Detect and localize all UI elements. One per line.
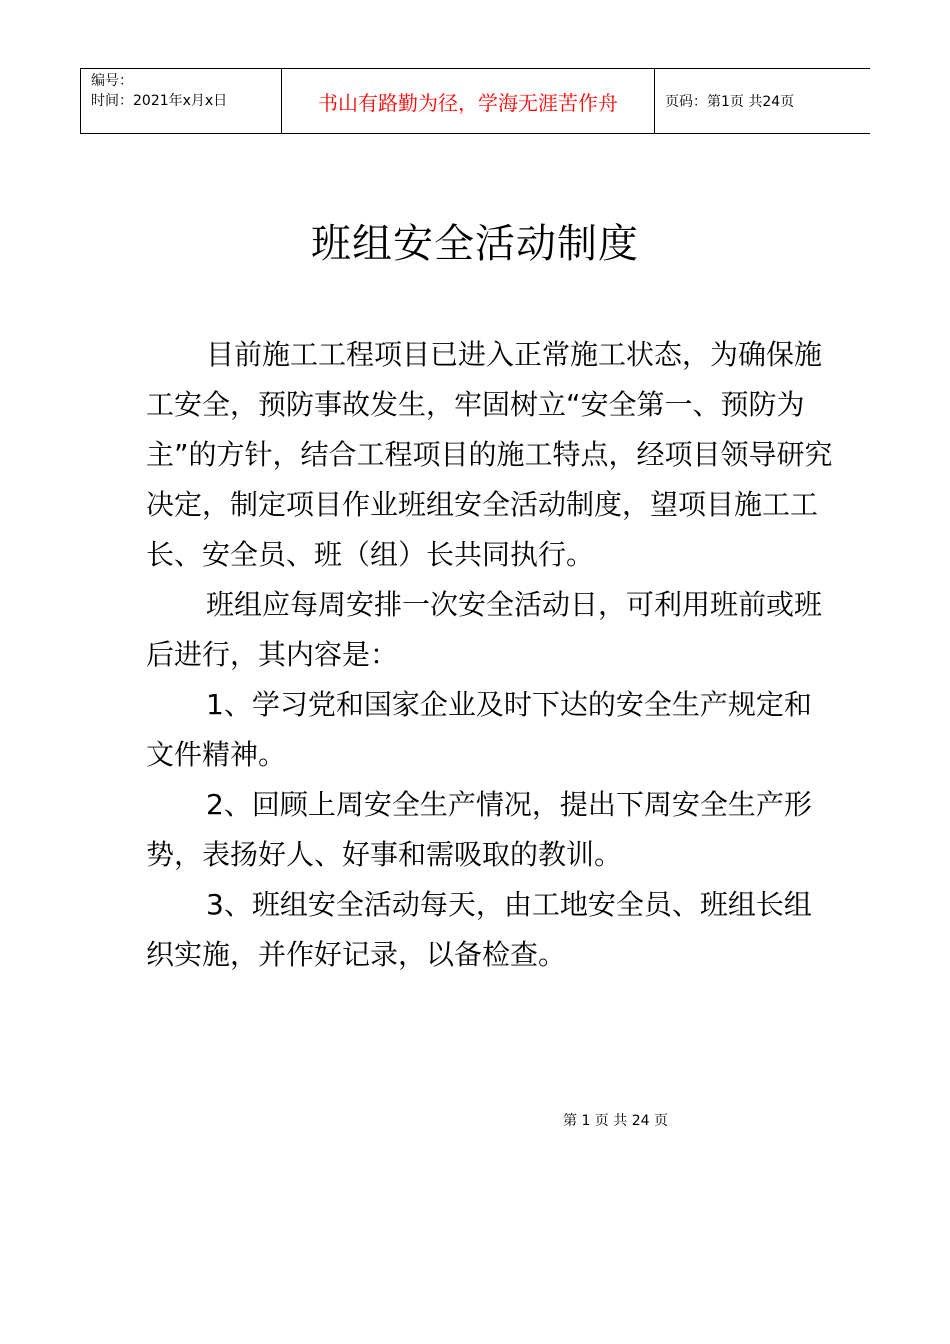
- document-body: [146, 330, 836, 980]
- header-page-info: 页码：第1页 共24页: [665, 94, 795, 110]
- paragraph-item-2: 2、回顾上周安全生产情况，提出下周安全生产形势，表扬好人、好事和需吸取的教训。: [146, 788, 812, 871]
- paragraph-intro: 目前施工工程项目已进入正常施工状态，为确保施工安全，预防事故发生，牢固树立“安全第一、预防为主”的方针，结合工程项目的施工特点，经项目领导研究决定，制定项目作业班组安全活动制度，望项目施工工长、安全员、班（组）长共同执行。: [146, 338, 833, 571]
- header-motto: 书山有路勤为径，学海无涯苦作舟: [282, 69, 655, 133]
- paragraph-item-3: 3、班组安全活动每天，由工地安全员、班组长组织实施，并作好记录，以备检查。: [146, 888, 812, 971]
- document-title: 班组安全活动制度: [311, 221, 639, 267]
- header-meta-cell: [81, 69, 282, 133]
- paragraph-item-1: 1、学习党和国家企业及时下达的安全生产规定和文件精神。: [146, 688, 812, 771]
- date-label: 时间：2021年x月x日: [91, 93, 228, 109]
- number-label: 编号：: [91, 73, 133, 89]
- page-footer: 第 1 页 共 24 页: [563, 1113, 668, 1129]
- document-header: [80, 68, 870, 134]
- paragraph-schedule: 班组应每周安排一次安全活动日，可利用班前或班后进行，其内容是：: [146, 588, 823, 671]
